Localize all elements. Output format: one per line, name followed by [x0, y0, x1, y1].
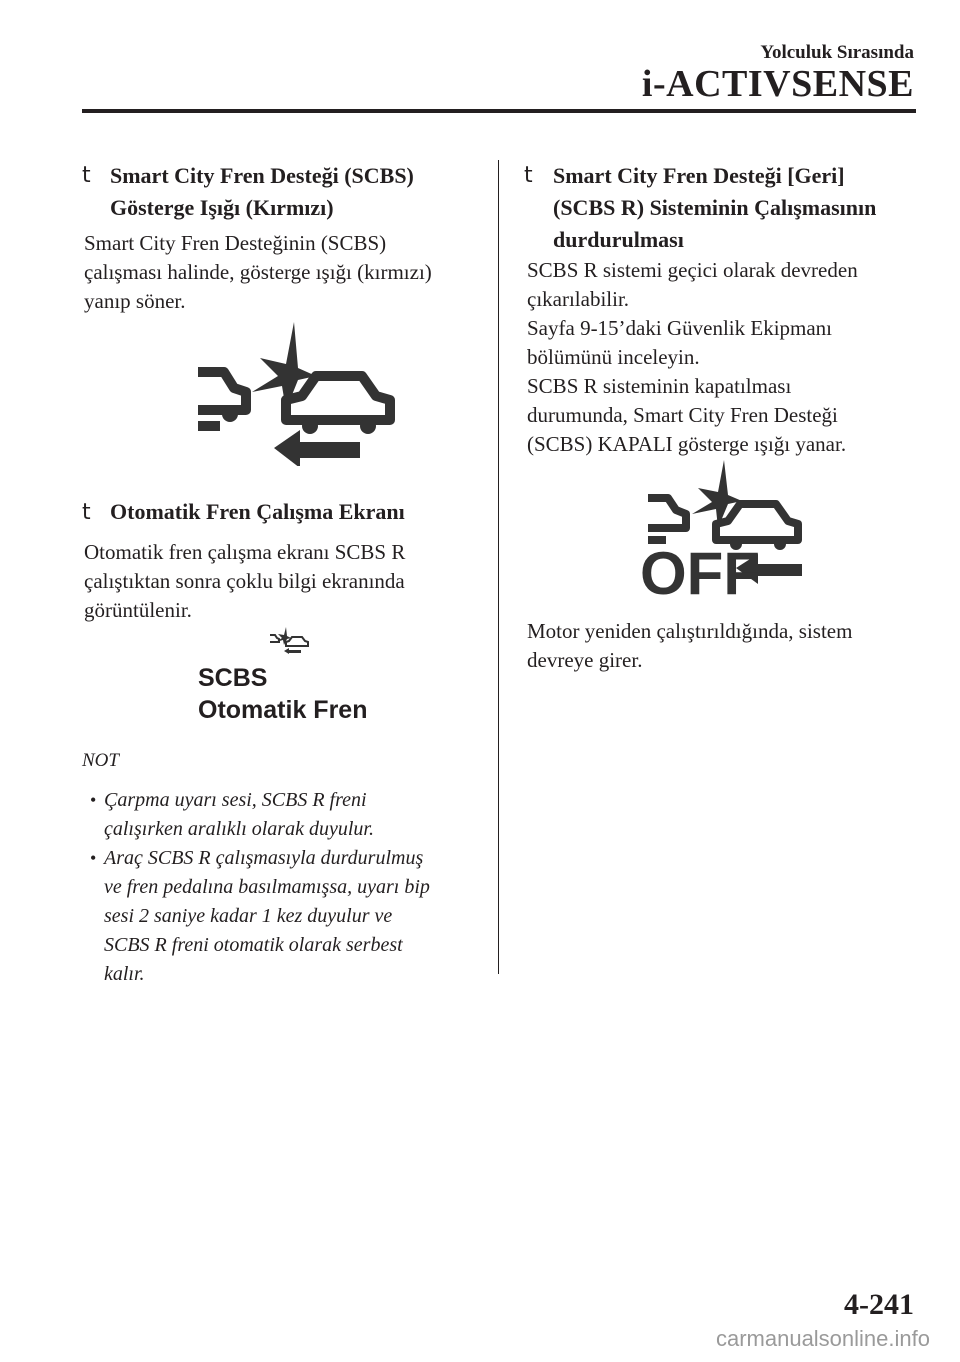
section-body-scbs-indicator: Smart City Fren Desteğinin (SCBS) çalışması halinde, gösterge ışığı (kırmızı) yanıp söner. — [84, 231, 432, 313]
heading-line: durdurulması — [553, 227, 684, 252]
note-item — [90, 786, 490, 844]
section-marker: t — [524, 163, 533, 188]
note-item-text: Çarpma uyarı sesi, SCBS R freni çalışırken aralıklı olarak duyulur. — [104, 789, 374, 840]
section-body-restart: Motor yeniden çalıştırıldığında, sistem devreye girer. — [527, 619, 853, 672]
section-heading-scbs-r-off — [553, 160, 923, 256]
auto-brake-small-icon — [268, 626, 312, 654]
section-heading-auto-brake-display: Otomatik Fren Çalışma Ekranı — [110, 499, 405, 524]
running-header-title: i-ACTIVSENSE — [641, 63, 914, 105]
heading-line: Smart City Fren Desteği (SCBS) — [110, 163, 414, 188]
multi-info-display — [198, 662, 367, 726]
note-label: NOT — [82, 750, 119, 771]
section-heading-scbs-indicator — [110, 160, 490, 224]
heading-line: Smart City Fren Desteği [Geri] — [553, 163, 845, 188]
scbs-warning-icon — [190, 318, 400, 466]
header-rule — [82, 109, 916, 113]
watermark: carmanualsonline.info — [715, 1326, 930, 1351]
section-body-scbs-r-off: SCBS R sistemi geçici olarak devreden çıkarılabilir. Sayfa 9-15’daki Güvenlik Ekipmanı bölümünü inceleyin. SCBS R sisteminin kapatılması durumunda, Smart City Fren Desteği (SCBS) KAPALI gösterge ışığı yanar. — [527, 258, 858, 456]
bullet: • — [90, 848, 97, 868]
note-item — [90, 844, 490, 989]
display-line-scbs: SCBS — [198, 664, 268, 692]
bullet: • — [90, 790, 97, 810]
section-marker: t — [82, 500, 91, 525]
heading-line: Gösterge Işığı (Kırmızı) — [110, 195, 334, 220]
note-list — [90, 786, 490, 989]
column-divider — [498, 160, 499, 974]
display-line-auto-brake: Otomatik Fren — [198, 696, 368, 724]
section-body-auto-brake-display: Otomatik fren çalışma ekranı SCBS R çalıştıktan sonra çoklu bilgi ekranında görüntülenir. — [84, 540, 406, 622]
heading-line: (SCBS R) Sisteminin Çalışmasının — [553, 195, 877, 220]
off-label: OFF — [640, 540, 760, 600]
section-marker: t — [82, 163, 91, 188]
scbs-off-icon — [640, 458, 806, 600]
note-item-text: Araç SCBS R çalışmasıyla durdurulmuş ve fren pedalına basılmamışsa, uyarı bip sesi 2 saniye kadar 1 kez duyulur ve SCBS R freni otomatik olarak serbest kalır. — [104, 847, 430, 985]
page-number: 4-241 — [844, 1288, 914, 1321]
running-header-subtitle: Yolculuk Sırasında — [760, 42, 914, 63]
